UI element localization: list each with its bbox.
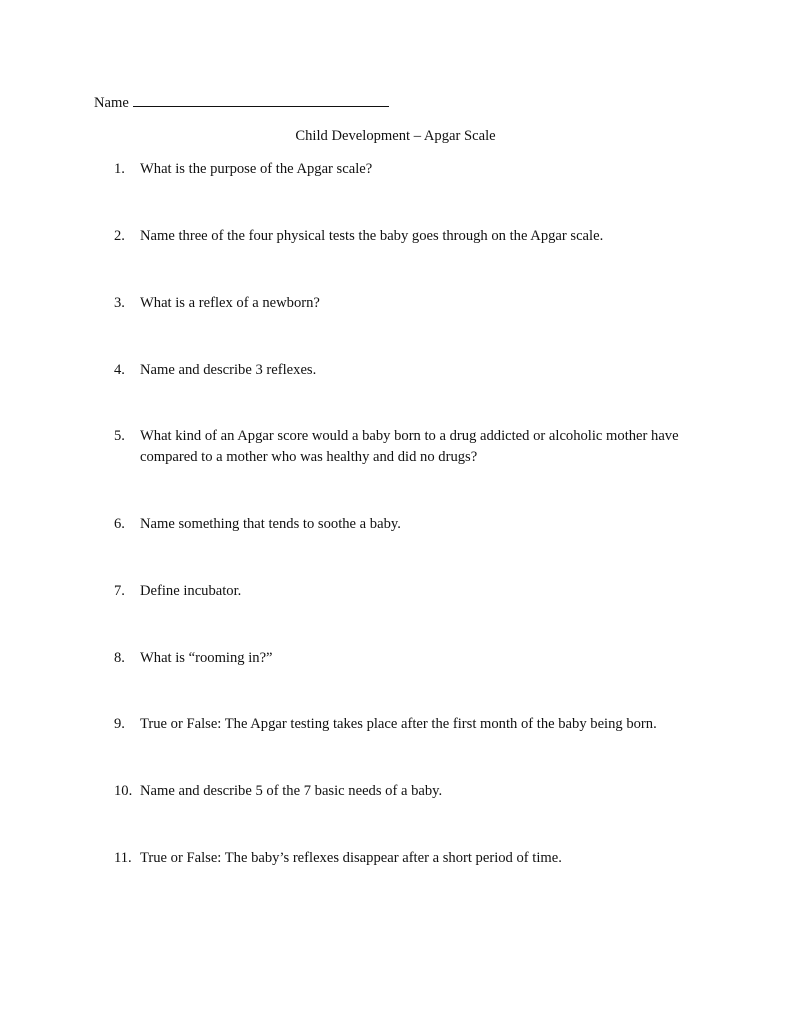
question-1 [114, 159, 714, 180]
page-title [0, 126, 791, 146]
question-number: 4. [114, 362, 125, 378]
question-2 [114, 226, 714, 247]
question-5 [114, 426, 680, 467]
question-text: Name three of the four physical tests the baby goes through on the Apgar scale. [140, 228, 604, 244]
question-text: What is a reflex of a newborn? [140, 295, 320, 311]
question-text: What is “rooming in?” [140, 650, 273, 666]
question-text: Define incubator. [140, 583, 242, 599]
question-number: 5. [114, 428, 125, 444]
question-3 [114, 293, 714, 314]
question-number: 7. [114, 583, 125, 599]
name-field [94, 92, 389, 113]
question-4 [114, 360, 714, 381]
question-number: 8. [114, 650, 125, 666]
question-7 [114, 581, 714, 602]
question-text: Name and describe 5 of the 7 basic needs of a baby. [140, 783, 443, 799]
question-number: 11. [114, 850, 132, 866]
name-blank-line[interactable] [133, 92, 389, 107]
question-number: 10. [114, 783, 133, 799]
question-number: 3. [114, 295, 125, 311]
question-10 [114, 781, 714, 802]
question-text: What is the purpose of the Apgar scale? [140, 161, 373, 177]
question-text: What kind of an Apgar score would a baby born to a drug addicted or alcoholic mother have compared to a mother who was healthy and did no drugs? [140, 428, 679, 465]
question-text: True or False: The baby’s reflexes disappear after a short period of time. [140, 850, 562, 866]
question-number: 2. [114, 228, 125, 244]
question-text: True or False: The Apgar testing takes place after the first month of the baby being born. [140, 716, 657, 732]
question-text: Name something that tends to soothe a baby. [140, 516, 401, 532]
question-11 [114, 848, 714, 869]
question-9 [114, 714, 754, 735]
question-number: 9. [114, 716, 125, 732]
question-8 [114, 648, 714, 669]
question-6 [114, 514, 714, 535]
question-number: 6. [114, 516, 125, 532]
page-title-text: Child Development – Apgar Scale [295, 128, 496, 144]
question-number: 1. [114, 161, 125, 177]
name-label: Name [94, 95, 129, 111]
question-text: Name and describe 3 reflexes. [140, 362, 317, 378]
